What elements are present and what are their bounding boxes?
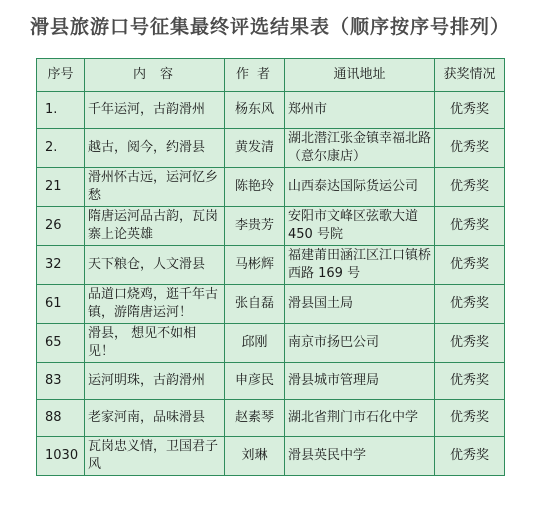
cell-no: 83 [37, 363, 85, 400]
table-row [37, 285, 505, 324]
cell-address: 郑州市 [285, 92, 435, 129]
cell-address: 安阳市文峰区弦歌大道 450 号院 [285, 207, 435, 246]
cell-no: 21 [37, 168, 85, 207]
cell-content: 运河明珠，古韵滑州 [85, 363, 225, 400]
table-row [37, 207, 505, 246]
cell-address: 福建莆田涵江区江口镇桥西路 169 号 [285, 246, 435, 285]
cell-address: 滑县城市管理局 [285, 363, 435, 400]
cell-address: 滑县英民中学 [285, 437, 435, 476]
header-award: 获奖情况 [435, 59, 505, 92]
cell-no: 1030 [37, 437, 85, 476]
cell-address: 湖北潜江张金镇幸福北路（意尔康店） [285, 129, 435, 168]
cell-author: 黄发清 [225, 129, 285, 168]
cell-content: 千年运河，古韵滑州 [85, 92, 225, 129]
cell-award: 优秀奖 [435, 437, 505, 476]
table-row [37, 129, 505, 168]
cell-author: 杨东风 [225, 92, 285, 129]
cell-content: 品道口烧鸡，逛千年古镇，游隋唐运河！ [85, 285, 225, 324]
cell-address: 南京市扬巴公司 [285, 324, 435, 363]
cell-content: 隋唐运河品古韵，瓦岗寨上论英雄 [85, 207, 225, 246]
cell-author: 赵素琴 [225, 400, 285, 437]
cell-award: 优秀奖 [435, 129, 505, 168]
cell-award: 优秀奖 [435, 324, 505, 363]
cell-no: 32 [37, 246, 85, 285]
table-row [37, 246, 505, 285]
table-row [37, 324, 505, 363]
table-row [37, 168, 505, 207]
table-row [37, 92, 505, 129]
cell-no: 61 [37, 285, 85, 324]
cell-content: 天下粮仓，人文滑县 [85, 246, 225, 285]
table-row [37, 363, 505, 400]
cell-author: 马彬辉 [225, 246, 285, 285]
cell-author: 张自磊 [225, 285, 285, 324]
cell-address: 山西泰达国际货运公司 [285, 168, 435, 207]
cell-author: 刘琳 [225, 437, 285, 476]
table-row [37, 400, 505, 437]
cell-no: 65 [37, 324, 85, 363]
cell-author: 申彦民 [225, 363, 285, 400]
cell-address: 湖北省荆门市石化中学 [285, 400, 435, 437]
cell-award: 优秀奖 [435, 400, 505, 437]
cell-author: 陈艳玲 [225, 168, 285, 207]
cell-author: 李贵芳 [225, 207, 285, 246]
header-address: 通讯地址 [285, 59, 435, 92]
cell-content: 滑州怀古远，运河忆乡愁 [85, 168, 225, 207]
cell-award: 优秀奖 [435, 207, 505, 246]
header-content: 内容 [85, 59, 225, 92]
header-no: 序号 [37, 59, 85, 92]
header-author: 作者 [225, 59, 285, 92]
cell-content: 越古，阅今，约滑县 [85, 129, 225, 168]
cell-no: 1. [37, 92, 85, 129]
cell-award: 优秀奖 [435, 168, 505, 207]
cell-award: 优秀奖 [435, 285, 505, 324]
cell-no: 88 [37, 400, 85, 437]
cell-no: 26 [37, 207, 85, 246]
results-table [36, 58, 505, 476]
cell-address: 滑县国土局 [285, 285, 435, 324]
table-row [37, 437, 505, 476]
table-header-row [37, 59, 505, 92]
cell-content: 瓦岗忠义情，卫国君子风 [85, 437, 225, 476]
cell-award: 优秀奖 [435, 92, 505, 129]
cell-award: 优秀奖 [435, 246, 505, 285]
cell-author: 邱刚 [225, 324, 285, 363]
cell-content: 滑县， 想见不如相见！ [85, 324, 225, 363]
page-title: 滑县旅游口号征集最终评选结果表（顺序按序号排列） [29, 16, 510, 38]
cell-content: 老家河南，品味滑县 [85, 400, 225, 437]
cell-award: 优秀奖 [435, 363, 505, 400]
cell-no: 2. [37, 129, 85, 168]
